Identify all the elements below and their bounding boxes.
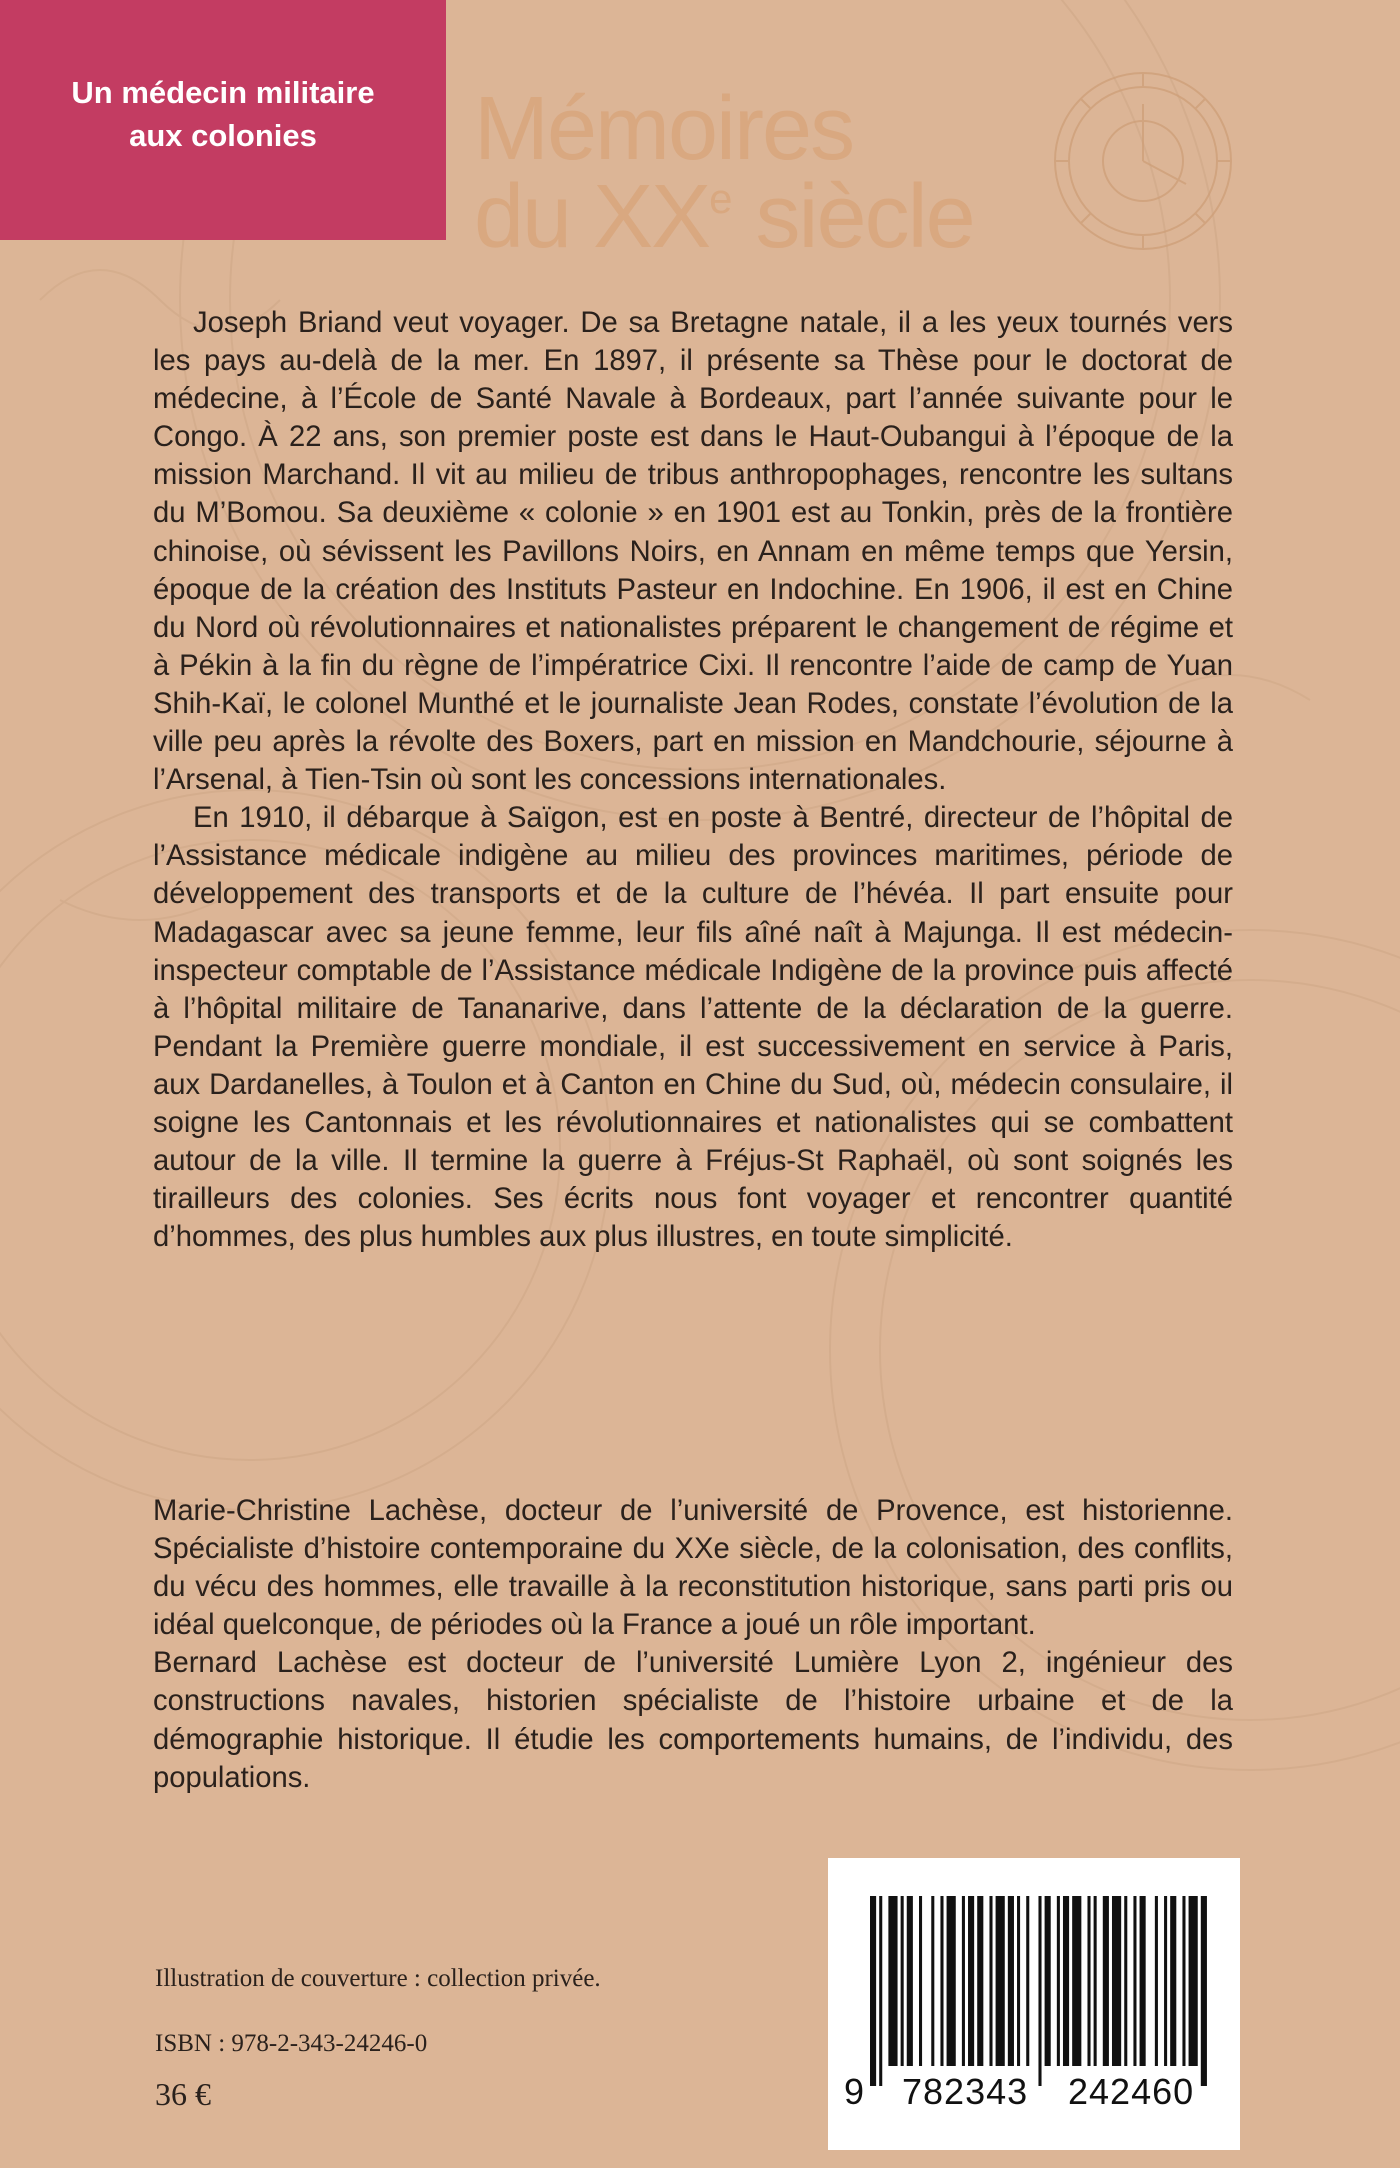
barcode-bar <box>977 1896 983 2066</box>
barcode-bar <box>1026 1896 1029 2066</box>
barcode-bar <box>989 1896 992 2066</box>
barcode-bars <box>870 1896 1210 2086</box>
barcode-bar <box>940 1896 943 2066</box>
barcode-bar <box>1124 1896 1127 2066</box>
barcode-bar <box>907 1896 913 2066</box>
author-bios <box>153 1492 1233 1797</box>
barcode-bar <box>996 1896 1005 2066</box>
barcode-bar <box>931 1896 934 2066</box>
subtitle-line-2: aux colonies <box>129 118 317 153</box>
series-title-line-1: Mémoires <box>474 79 854 179</box>
illustration-credit: Illustration de couverture : collection privée. <box>155 1965 601 1992</box>
subtitle-banner <box>0 0 446 240</box>
barcode-bar <box>1133 1896 1136 2066</box>
barcode-bar <box>919 1896 922 2066</box>
barcode-bar <box>1057 1896 1060 2066</box>
barcode-bar <box>1072 1896 1081 2066</box>
summary-paragraph-1: Joseph Briand veut voyager. De sa Bretagne natale, il a les yeux tournés vers les pays au-delà de la mer. En 1897, il présente sa Thèse pour le doctorat de médecine, à l’École de Santé Navale à Bordeaux, part l’année suivante pour le Congo. À 22 ans, son premier poste est dans le Haut-Oubangui à l’époque de la mission Marchand. Il vit au milieu de tribus anthropophages, rencontre les sultans du M’Bomou. Sa deuxième « colonie » en 1901 est au Tonkin, près de la frontière chinoise, où sévissent les Pavillons Noirs, en Annam en même temps que Yersin, époque de la création des Instituts Pasteur en Indochine. En 1906, il est en Chine du Nord où révolutionnaires et nationalistes préparent le changement de régime et à Pékin à la fin du règne de l’impératrice Cixi. Il rencontre l’aide de camp de Yuan Shih-Kaï, le colonel Munthé et le journaliste Jean Rodes, constate l’évolution de la ville peu après la révolte des Boxers, part en mission en Mandchourie, séjourne à l’Arsenal, à Tien-Tsin où sont les concessions internationales. <box>153 307 1233 797</box>
summary-paragraph-2: En 1910, il débarque à Saïgon, est en poste à Bentré, directeur de l’hôpital de l’Assistance médicale indigène au milieu des provinces maritimes, période de développement des transports et de la culture de l’hévéa. Il part ensuite pour Madagascar avec sa jeune femme, leur fils aîné naît à Majunga. Il est médecin-inspecteur comptable de l’Assistance médicale Indigène de la province puis affecté à l’hôpital militaire de Tananarive, dans l’attente de la déclaration de la guerre. Pendant la Première guerre mondiale, il est successivement en service à Paris, aux Dardanelles, à Toulon et à Canton en Chine du Sud, où, médecin consulaire, il soigne les Cantonnais et les révolutionnaires et nationalistes qui se combattent autour de la ville. Il termine la guerre à Fréjus-St Raphaël, où sont soignés les tirailleurs des colonies. Ses écrits nous font voyager et rencontrer quantité d’hommes, des plus humbles aux plus illustres, en toute simplicité. <box>153 802 1233 1254</box>
isbn: ISBN : 978-2-343-24246-0 <box>155 2030 428 2057</box>
barcode-bar <box>968 1896 974 2066</box>
barcode-bar <box>1045 1896 1051 2066</box>
barcode-bar <box>1164 1896 1167 2066</box>
barcode-bar <box>870 1896 876 2086</box>
barcode-bar <box>1038 1896 1041 2086</box>
barcode <box>828 1858 1240 2150</box>
barcode-bar <box>1182 1896 1185 2066</box>
barcode-digits-group-1: 782343 <box>902 2071 1029 2112</box>
barcode-bar <box>879 1896 882 2086</box>
price: 36 € <box>155 2076 211 2112</box>
book-summary <box>153 304 1233 1256</box>
barcode-bar <box>888 1896 897 2066</box>
barcode-bar <box>1140 1896 1146 2066</box>
barcode-bar <box>1087 1896 1090 2066</box>
barcode-bar <box>1008 1896 1014 2066</box>
barcode-bar <box>1094 1896 1097 2066</box>
barcode-bar <box>947 1896 956 2066</box>
series-title-line-2: du XXe siècle <box>474 167 974 267</box>
barcode-bar <box>1170 1896 1176 2066</box>
subtitle-line-1: Un médecin militaire <box>71 75 375 110</box>
barcode-bar <box>1017 1896 1020 2066</box>
barcode-bar <box>1063 1896 1069 2066</box>
barcode-digits-group-2: 242460 <box>1068 2071 1195 2112</box>
barcode-bar <box>1112 1896 1121 2066</box>
barcode-bar <box>1201 1896 1207 2086</box>
clock-ornament-icon <box>1048 66 1238 256</box>
barcode-bar <box>962 1896 965 2066</box>
barcode-bar <box>901 1896 904 2066</box>
author-bio-2: Bernard Lachèse est docteur de l’université Lumière Lyon 2, ingénieur des constructions navales, historien spécialiste de l’histoire urbaine et de la démographie historique. Il étudie les comportements humains, de l’individu, des populations. <box>153 1647 1233 1794</box>
barcode-digit-first: 9 <box>844 2071 866 2112</box>
barcode-bar <box>1189 1896 1198 2066</box>
barcode-bar <box>1103 1896 1109 2066</box>
author-bio-1: Marie-Christine Lachèse, docteur de l’université de Provence, est historienne. Spécialiste d’histoire contemporaine du XXe siècle, de la colonisation, des conflits, du vécu des hommes, elle travaille à la reconstitution historique, sans parti pris ou idéal quelconque, de périodes où la France a joué un rôle important. <box>153 1495 1233 1642</box>
barcode-bar <box>1155 1896 1158 2066</box>
